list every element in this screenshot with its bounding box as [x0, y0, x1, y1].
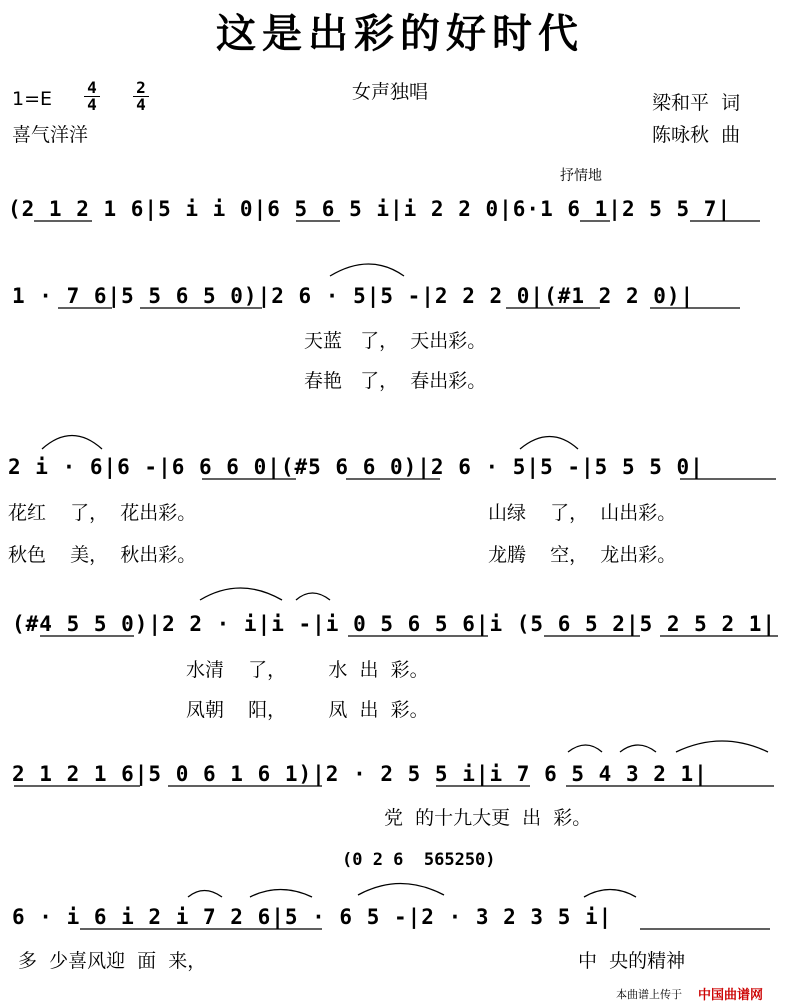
lyric-line-2b: 春艳 了， 春出彩。	[304, 370, 487, 392]
lyric-line-3b: 秋色 美， 秋出彩。	[8, 544, 197, 566]
key-signature: 1=E	[12, 88, 53, 110]
lyric-line-3d: 龙腾 空， 龙出彩。	[488, 544, 677, 566]
staff-line-4: (#4 5 5 0)|2 2 · i|i -|i 0 5 6 5 6|i (5 6 5 2|5 2 5 2 1|	[12, 612, 777, 636]
accompaniment-figure: (0 2 6 565250)	[342, 850, 496, 870]
lyricist-credit: 梁和平 词	[652, 92, 741, 114]
time-signature-2-4: 2 4	[136, 78, 146, 114]
lyric-line-2a: 天蓝 了， 天出彩。	[304, 330, 487, 352]
staff-line-2: 1 · 7 6|5 5 6 5 0)|2 6 · 5|5 -|2 2 2 0|(#1 2 2 0)|	[12, 284, 695, 308]
composer-credit: 陈咏秋 曲	[652, 124, 741, 146]
lyric-line-3a: 花红 了， 花出彩。	[8, 502, 197, 524]
footer-text: 本曲谱上传于	[616, 988, 682, 1001]
page-title: 这是出彩的好时代	[216, 10, 584, 57]
staff-line-6: 6 · i 6 i 2 i 7 2 6|5 · 6 5 -|2 · 3 2 3 5 i|	[12, 905, 613, 929]
lyric-line-5: 党 的十九大更 出 彩。	[384, 807, 592, 829]
mood-marking: 喜气洋洋	[12, 124, 89, 146]
expression-marking: 抒情地	[560, 168, 602, 184]
lyric-line-6b: 中 央的精神	[578, 950, 686, 972]
staff-line-1: (2 1 2 1 6|5 i i 0|6 5 6 5 i|i 2 2 0|6·1 6 1|2 5 5 7|	[8, 197, 732, 221]
performance-type: 女声独唱	[352, 81, 429, 103]
time-signature-4-4: 4 4	[87, 78, 97, 114]
staff-line-5: 2 1 2 1 6|5 0 6 1 6 1)|2 · 2 5 5 i|i 7 6 5 4 3 2 1|	[12, 762, 708, 786]
site-logo: 中国曲谱网	[698, 988, 764, 1003]
lyric-line-3c: 山绿 了， 山出彩。	[488, 502, 677, 524]
lyric-line-4a: 水清 了， 水 出 彩。	[186, 659, 429, 681]
staff-line-3: 2 i · 6|6 -|6 6 6 0|(#5 6 6 0)|2 6 · 5|5 -|5 5 5 0|	[8, 455, 704, 479]
lyric-line-6a: 多 少喜风迎 面 来，	[18, 950, 207, 972]
lyric-line-4b: 凤朝 阳， 凤 出 彩。	[186, 699, 429, 721]
